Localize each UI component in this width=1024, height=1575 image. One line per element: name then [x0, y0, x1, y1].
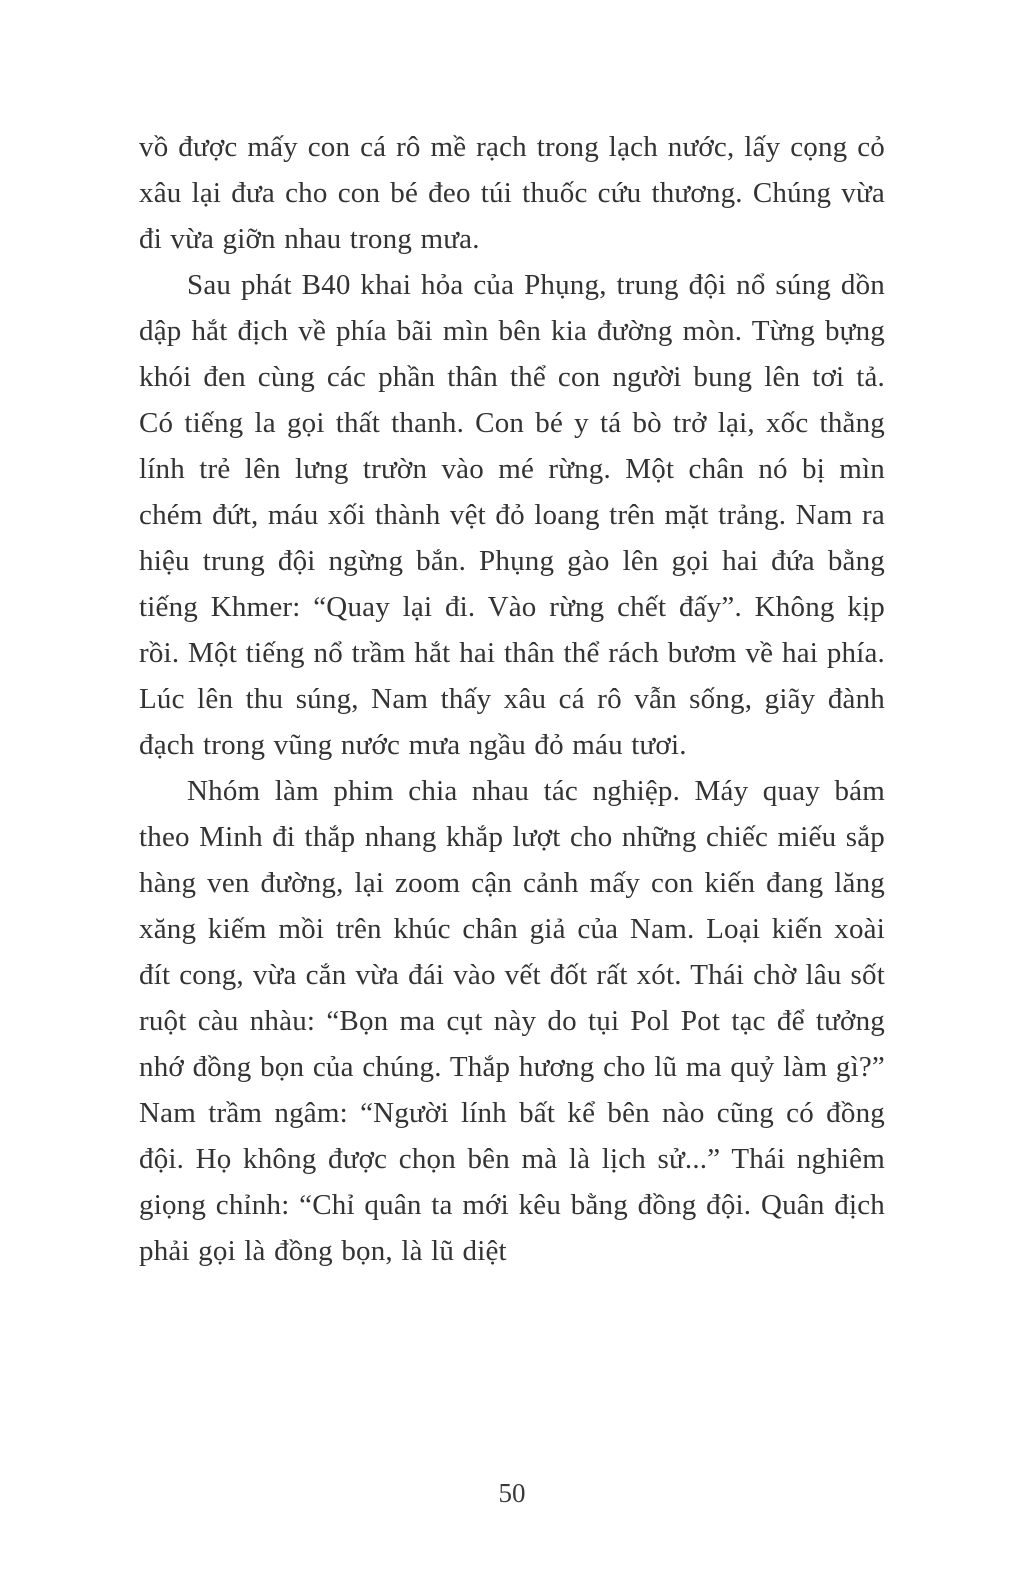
page-number: 50	[498, 1478, 526, 1508]
paragraph: Sau phát B40 khai hỏa của Phụng, trung đội nổ súng dồn dập hắt địch về phía bãi mìn bên kia đường mòn. Từng bựng khói đen cùng các phần thân thể con người bung lên tơi tả. Có tiếng la gọi thất thanh. Con bé y tá bò trở lại, xốc thằng lính trẻ lên lưng trườn vào mé rừng. Một chân nó bị mìn chém đứt, máu xối thành vệt đỏ loang trên mặt trảng. Nam ra hiệu trung đội ngừng bắn. Phụng gào lên gọi hai đứa bằng tiếng Khmer: “Quay lại đi. Vào rừng chết đấy”. Không kịp rồi. Một tiếng nổ trầm hắt hai thân thể rách bươm về hai phía. Lúc lên thu súng, Nam thấy xâu cá rô vẫn sống, giãy đành đạch trong vũng nước mưa ngầu đỏ máu tươi.	[139, 269, 885, 761]
paragraph: Nhóm làm phim chia nhau tác nghiệp. Máy quay bám theo Minh đi thắp nhang khắp lượt cho những chiếc miếu sắp hàng ven đường, lại zoom cận cảnh mấy con kiến đang lăng xăng kiếm mồi trên khúc chân giả của Nam. Loại kiến xoài đít cong, vừa cắn vừa đái vào vết đốt rất xót. Thái chờ lâu sốt ruột càu nhàu: “Bọn ma cụt này do tụi Pol Pot tạc để tưởng nhớ đồng bọn của chúng. Thắp hương cho lũ ma quỷ làm gì?” Nam trầm ngâm: “Người lính bất kể bên nào cũng có đồng đội. Họ không được chọn bên mà là lịch sử...” Thái nghiêm giọng chỉnh: “Chỉ quân ta mới kêu bằng đồng đội. Quân địch phải gọi là đồng bọn, là lũ diệt	[139, 775, 885, 1267]
paragraph-continuation: vồ được mấy con cá rô mề rạch trong lạch nước, lấy cọng cỏ xâu lại đưa cho con bé đeo túi thuốc cứu thương. Chúng vừa đi vừa giỡn nhau trong mưa.	[139, 131, 885, 255]
body-text	[139, 124, 885, 1274]
